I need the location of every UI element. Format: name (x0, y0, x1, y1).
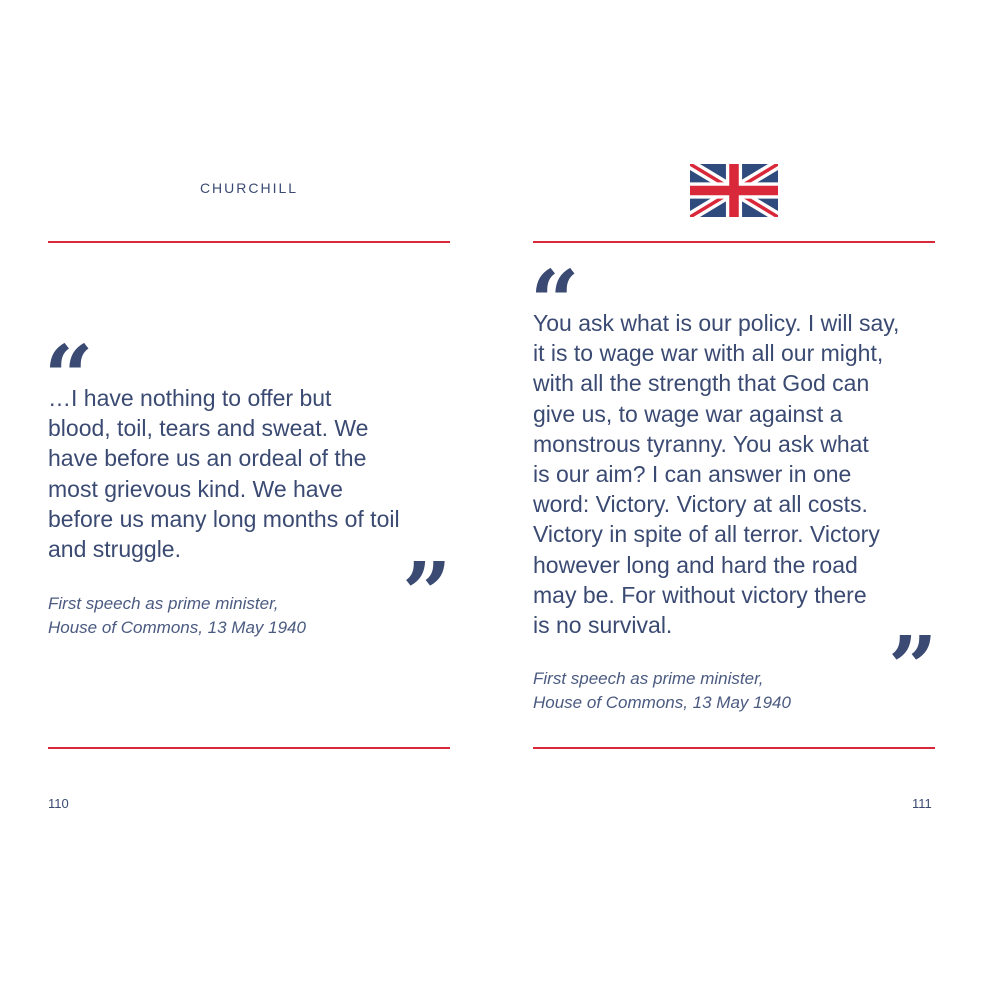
quote-line: blood, toil, tears and sweat. We (48, 415, 369, 442)
attribution-line: House of Commons, 13 May 1940 (533, 693, 791, 712)
quote-line: word: Victory. Victory at all costs. (533, 491, 868, 518)
quote-line: however long and hard the road (533, 551, 858, 578)
quote-line: Victory in spite of all terror. Victory (533, 521, 880, 548)
quote-text (533, 308, 943, 640)
quote-line: with all the strength that God can (533, 370, 870, 397)
attribution-line: House of Commons, 13 May 1940 (48, 618, 306, 637)
bottom-rule (533, 747, 935, 749)
quote-line: before us many long months of toil (48, 505, 400, 532)
top-rule (48, 241, 450, 243)
open-quote-icon: “ (44, 327, 94, 428)
quote-line: most grievous kind. We have (48, 475, 343, 502)
union-jack-flag-icon (690, 164, 778, 217)
quote-text (48, 383, 458, 564)
quote-line: have before us an ordeal of the (48, 445, 367, 472)
attribution-line: First speech as prime minister, (533, 669, 764, 688)
running-head: CHURCHILL (199, 180, 299, 196)
quote-line: …I have nothing to offer but (48, 385, 332, 411)
close-quote-icon: ” (888, 618, 938, 719)
quote-line: may be. For without victory there (533, 581, 867, 608)
quote-line: You ask what is our policy. I will say, (533, 310, 900, 336)
quote-line: is no survival. (533, 612, 673, 639)
attribution-line: First speech as prime minister, (48, 594, 279, 613)
page-number: 110 (48, 796, 69, 811)
bottom-rule (48, 747, 450, 749)
quote-line: it is to wage war with all our might, (533, 340, 884, 367)
top-rule (533, 241, 935, 243)
close-quote-icon: ” (402, 544, 452, 645)
right-page (500, 0, 1000, 1000)
quote-line: is our aim? I can answer in one (533, 461, 852, 488)
open-quote-icon: “ (530, 252, 580, 353)
quote-line: give us, to wage war against a (533, 400, 843, 427)
attribution (48, 592, 306, 640)
attribution (533, 667, 791, 715)
quote-line: and struggle. (48, 536, 181, 563)
quote-line: monstrous tyranny. You ask what (533, 430, 869, 457)
page-number: 111 (912, 796, 932, 811)
